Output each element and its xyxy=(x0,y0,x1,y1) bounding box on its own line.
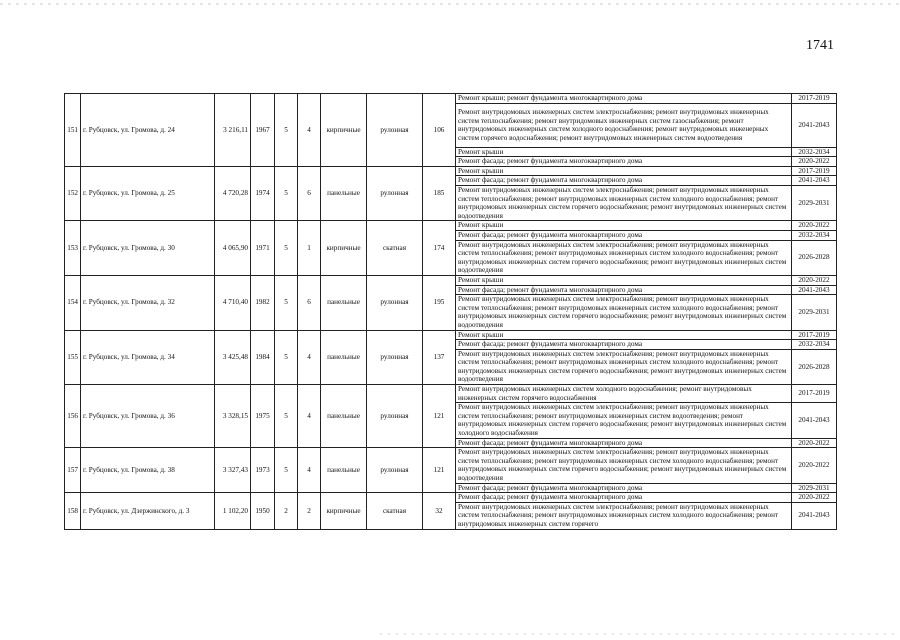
residents-cell: 121 xyxy=(423,448,456,493)
table-row xyxy=(65,275,837,285)
roof-type-cell: рулонная xyxy=(367,94,423,167)
top-scan-artifact xyxy=(0,0,900,10)
work-description-cell: Ремонт внутридомовых инженерных систем электроснабжения; ремонт внутридомовых инженерных систем теплоснабжения; ремонт внутридомовых инженерных систем холодного водоснабжения; ремонт внутридомовых инженерных систем горячего водоснабжения; ремонт внутридомовых инженерных систем водоотведения xyxy=(456,349,792,384)
work-period-cell: 2029-2031 xyxy=(792,295,837,330)
wall-material-cell: панельные xyxy=(321,166,367,221)
table-row xyxy=(65,94,837,104)
address-cell: г. Рубцовск, ул. Громова, д. 32 xyxy=(81,275,215,330)
work-period-cell: 2032-2034 xyxy=(792,340,837,350)
floors-cell: 5 xyxy=(275,94,298,167)
entrances-cell: 4 xyxy=(298,94,321,167)
floors-cell: 5 xyxy=(275,385,298,448)
build-year-cell: 1971 xyxy=(251,221,275,276)
floors-cell: 5 xyxy=(275,330,298,385)
floors-cell: 5 xyxy=(275,275,298,330)
row-number: 151 xyxy=(65,94,81,167)
work-description-cell: Ремонт крыши xyxy=(456,275,792,285)
work-description-cell: Ремонт фасада; ремонт фундамента многоквартирного дома xyxy=(456,176,792,186)
work-description-cell: Ремонт крыши xyxy=(456,147,792,157)
build-year-cell: 1950 xyxy=(251,493,275,529)
address-cell: г. Рубцовск, ул. Громова, д. 38 xyxy=(81,448,215,493)
row-number: 158 xyxy=(65,493,81,529)
work-period-cell: 2041-2043 xyxy=(792,502,837,529)
work-description-cell: Ремонт крыши xyxy=(456,330,792,340)
build-year-cell: 1984 xyxy=(251,330,275,385)
roof-type-cell: рулонная xyxy=(367,275,423,330)
area-cell: 3 216,11 xyxy=(215,94,251,167)
table-row xyxy=(65,448,837,483)
table-row xyxy=(65,493,837,503)
work-period-cell: 2017-2019 xyxy=(792,94,837,104)
work-description-cell: Ремонт фасада; ремонт фундамента многоквартирного дома xyxy=(456,230,792,240)
roof-type-cell: скатная xyxy=(367,493,423,529)
row-number: 156 xyxy=(65,385,81,448)
residents-cell: 185 xyxy=(423,166,456,221)
row-number: 157 xyxy=(65,448,81,493)
row-number: 154 xyxy=(65,275,81,330)
entrances-cell: 4 xyxy=(298,330,321,385)
wall-material-cell: панельные xyxy=(321,448,367,493)
wall-material-cell: панельные xyxy=(321,275,367,330)
row-number: 155 xyxy=(65,330,81,385)
address-cell: г. Рубцовск, ул. Громова, д. 25 xyxy=(81,166,215,221)
work-description-cell: Ремонт внутридомовых инженерных систем холодного водоснабжения; ремонт внутридомовых инженерных систем горячего водоснабжения xyxy=(456,385,792,403)
work-description-cell: Ремонт внутридомовых инженерных систем электроснабжения; ремонт внутридомовых инженерных систем теплоснабжения; ремонт внутридомовых инженерных систем холодного водоснабжения; ремонт внутридомовых инженерных систем горячего водоснабжения; ремонт внутридомовых инженерных систем водоотведения xyxy=(456,295,792,330)
floors-cell: 5 xyxy=(275,221,298,276)
build-year-cell: 1982 xyxy=(251,275,275,330)
work-period-cell: 2041-2043 xyxy=(792,285,837,295)
entrances-cell: 6 xyxy=(298,275,321,330)
work-description-cell: Ремонт фасада; ремонт фундамента многоквартирного дома xyxy=(456,157,792,167)
table-row xyxy=(65,166,837,176)
work-period-cell: 2026-2028 xyxy=(792,240,837,275)
area-cell: 4 065,90 xyxy=(215,221,251,276)
work-period-cell: 2020-2022 xyxy=(792,275,837,285)
work-period-cell: 2026-2028 xyxy=(792,349,837,384)
build-year-cell: 1967 xyxy=(251,94,275,167)
build-year-cell: 1975 xyxy=(251,385,275,448)
residents-cell: 32 xyxy=(423,493,456,529)
residents-cell: 137 xyxy=(423,330,456,385)
table-body xyxy=(65,94,837,530)
work-description-cell: Ремонт фасада; ремонт фундамента многоквартирного дома xyxy=(456,493,792,503)
residents-cell: 174 xyxy=(423,221,456,276)
row-number: 153 xyxy=(65,221,81,276)
address-cell: г. Рубцовск, ул. Громова, д. 34 xyxy=(81,330,215,385)
bottom-scan-artifact xyxy=(0,628,900,640)
work-period-cell: 2032-2034 xyxy=(792,230,837,240)
address-cell: г. Рубцовск, ул. Дзержинского, д. 3 xyxy=(81,493,215,529)
residents-cell: 121 xyxy=(423,385,456,448)
work-period-cell: 2020-2022 xyxy=(792,221,837,231)
work-period-cell: 2029-2031 xyxy=(792,483,837,493)
area-cell: 4 720,28 xyxy=(215,166,251,221)
roof-type-cell: рулонная xyxy=(367,385,423,448)
work-description-cell: Ремонт внутридомовых инженерных систем электроснабжения; ремонт внутридомовых инженерных систем теплоснабжения; ремонт внутридомовых инженерных систем холодного водоснабжения; ремонт внутридомовых инженерных систем горячего водоснабжения; ремонт внутридомовых инженерных систем водоотведения xyxy=(456,448,792,483)
repair-schedule-table xyxy=(64,93,837,530)
work-period-cell: 2041-2043 xyxy=(792,403,837,438)
work-period-cell: 2020-2022 xyxy=(792,157,837,167)
work-period-cell: 2017-2019 xyxy=(792,166,837,176)
address-cell: г. Рубцовск, ул. Громова, д. 36 xyxy=(81,385,215,448)
area-cell: 1 102,20 xyxy=(215,493,251,529)
address-cell: г. Рубцовск, ул. Громова, д. 24 xyxy=(81,94,215,167)
work-description-cell: Ремонт внутридомовых инженерных систем электроснабжения; ремонт внутридомовых инженерных систем теплоснабжения; ремонт внутридомовых инженерных систем холодного водоснабжения; ремонт внутридомовых инженерных систем горячего xyxy=(456,502,792,529)
table-row xyxy=(65,330,837,340)
page-number: 1741 xyxy=(806,38,834,53)
build-year-cell: 1974 xyxy=(251,166,275,221)
work-description-cell: Ремонт фасада; ремонт фундамента многоквартирного дома xyxy=(456,340,792,350)
wall-material-cell: кирпичные xyxy=(321,493,367,529)
residents-cell: 106 xyxy=(423,94,456,167)
work-period-cell: 2020-2022 xyxy=(792,493,837,503)
work-description-cell: Ремонт фасада; ремонт фундамента многоквартирного дома xyxy=(456,438,792,448)
work-period-cell: 2017-2019 xyxy=(792,330,837,340)
entrances-cell: 2 xyxy=(298,493,321,529)
area-cell: 3 425,48 xyxy=(215,330,251,385)
work-period-cell: 2029-2031 xyxy=(792,185,837,220)
roof-type-cell: рулонная xyxy=(367,166,423,221)
address-cell: г. Рубцовск, ул. Громова, д. 30 xyxy=(81,221,215,276)
work-period-cell: 2017-2019 xyxy=(792,385,837,403)
work-description-cell: Ремонт внутридомовых инженерных систем электроснабжения; ремонт внутридомовых инженерных систем теплоснабжения; ремонт внутридомовых инженерных систем холодного водоснабжения; ремонт внутридомовых инженерных систем горячего водоснабжения; ремонт внутридомовых инженерных систем водоотведения xyxy=(456,185,792,220)
work-description-cell: Ремонт крыши; ремонт фундамента многоквартирного дома xyxy=(456,94,792,104)
floors-cell: 5 xyxy=(275,166,298,221)
wall-material-cell: кирпичные xyxy=(321,221,367,276)
floors-cell: 5 xyxy=(275,448,298,493)
row-number: 152 xyxy=(65,166,81,221)
table-row xyxy=(65,221,837,231)
work-description-cell: Ремонт внутридомовых инженерных систем электроснабжения; ремонт внутридомовых инженерных систем теплоснабжения; ремонт внутридомовых инженерных систем водоотведения; ремонт внутридомовых инженерных систем горячего водоснабжения; ремонт внутридомовых инженерных систем холодного водоснабжения xyxy=(456,403,792,438)
entrances-cell: 1 xyxy=(298,221,321,276)
area-cell: 3 327,43 xyxy=(215,448,251,493)
roof-type-cell: скатная xyxy=(367,221,423,276)
work-period-cell: 2041-2043 xyxy=(792,103,837,147)
work-period-cell: 2020-2022 xyxy=(792,448,837,483)
entrances-cell: 4 xyxy=(298,448,321,493)
work-period-cell: 2020-2022 xyxy=(792,438,837,448)
roof-type-cell: рулонная xyxy=(367,330,423,385)
work-period-cell: 2032-2034 xyxy=(792,147,837,157)
work-description-cell: Ремонт внутридомовых инженерных систем электроснабжения; ремонт внутридомовых инженерных систем теплоснабжения; ремонт внутридомовых инженерных систем холодного водоснабжения; ремонт внутридомовых инженерных систем горячего водоснабжения; ремонт внутридомовых инженерных систем водоотведения xyxy=(456,240,792,275)
wall-material-cell: панельные xyxy=(321,330,367,385)
wall-material-cell: кирпичные xyxy=(321,94,367,167)
floors-cell: 2 xyxy=(275,493,298,529)
work-description-cell: Ремонт крыши xyxy=(456,221,792,231)
work-description-cell: Ремонт фасада; ремонт фундамента многоквартирного дома xyxy=(456,285,792,295)
wall-material-cell: панельные xyxy=(321,385,367,448)
build-year-cell: 1973 xyxy=(251,448,275,493)
roof-type-cell: рулонная xyxy=(367,448,423,493)
work-period-cell: 2041-2043 xyxy=(792,176,837,186)
table-row xyxy=(65,385,837,403)
area-cell: 4 710,40 xyxy=(215,275,251,330)
area-cell: 3 328,15 xyxy=(215,385,251,448)
residents-cell: 195 xyxy=(423,275,456,330)
entrances-cell: 6 xyxy=(298,166,321,221)
entrances-cell: 4 xyxy=(298,385,321,448)
work-description-cell: Ремонт внутридомовых инженерных систем электроснабжения; ремонт внутридомовых инженерных систем теплоснабжения; ремонт внутридомовых инженерных систем газоснабжения; ремонт внутридомовых инженерных систем холодного водоснабжения; ремонт внутридомовых инженерных систем горячего водоснабжения; ремонт внутридомовых инженерных систем водоотведения xyxy=(456,103,792,147)
work-description-cell: Ремонт фасада; ремонт фундамента многоквартирного дома xyxy=(456,483,792,493)
work-description-cell: Ремонт крыши xyxy=(456,166,792,176)
